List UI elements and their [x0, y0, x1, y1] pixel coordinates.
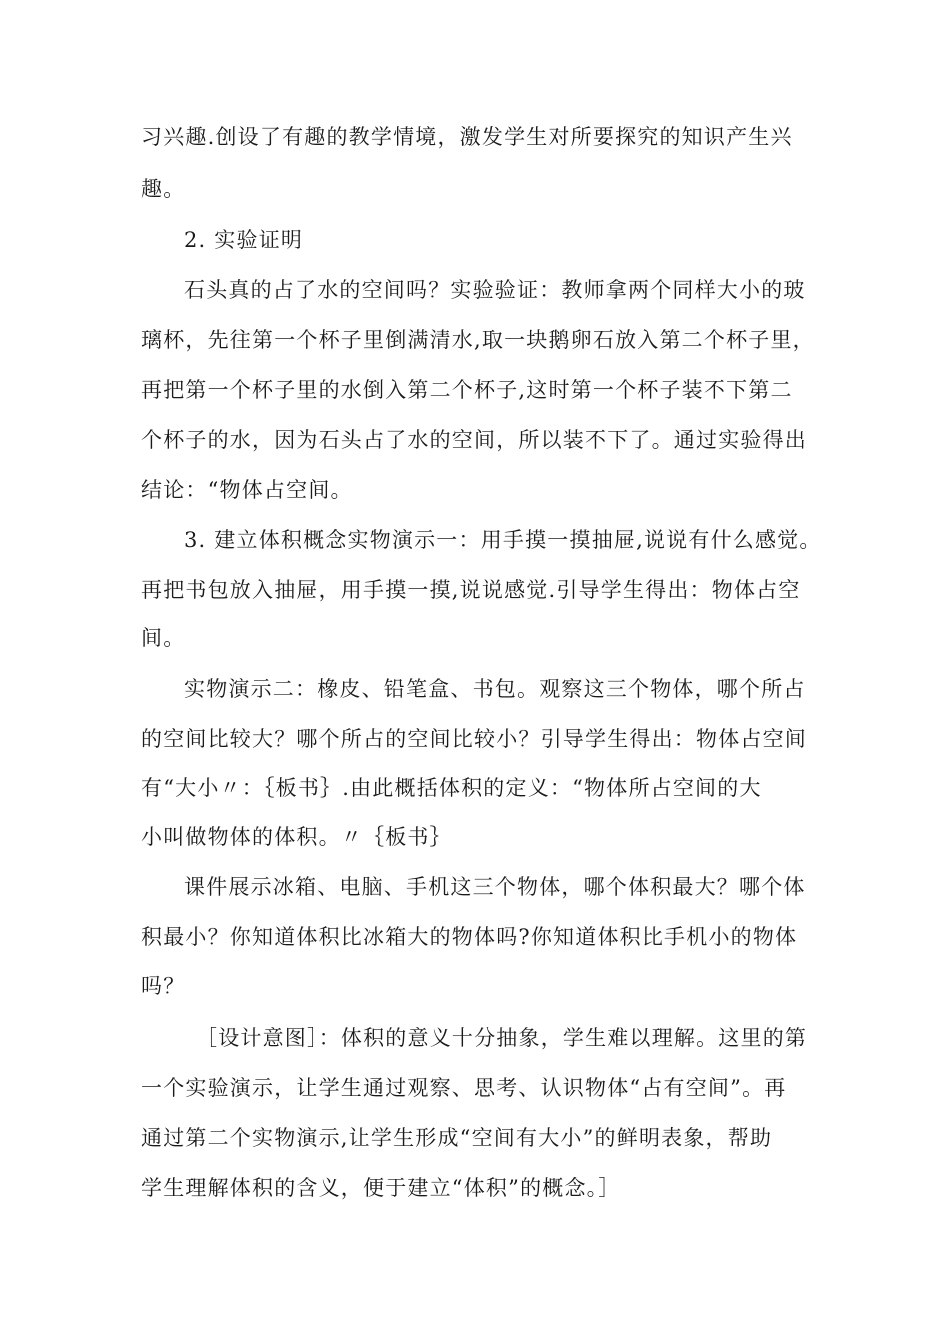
paragraph-line: 吗？ [141, 974, 186, 998]
paragraph-line: 璃杯，先往第一个杯子里倒满清水,取一块鹅卵石放入第二个杯子里， [141, 328, 815, 352]
design-intent-line: ［设计意图］：体积的意义十分抽象，学生难以理解。这里的第 [196, 1026, 808, 1050]
design-intent-line: 一个实验演示，让学生通过观察、思考、认识物体“占有空间”。再 [141, 1076, 787, 1100]
design-intent-line: 学生理解体积的含义，便于建立“体积”的概念。］ [141, 1176, 621, 1200]
design-intent-line: 通过第二个实物演示,让学生形成“空间有大小”的鲜明表象，帮助 [141, 1126, 773, 1150]
text-line: 趣。 [141, 177, 186, 201]
paragraph-line: 课件展示冰箱、电脑、手机这三个物体，哪个体积最大？哪个体 [184, 875, 806, 899]
paragraph-line: 有“大小〃：｛板书｝.由此概括体积的定义：“物体所占空间的大 [141, 776, 762, 800]
paragraph-line: 的空间比较大？哪个所占的空间比较小？引导学生得出：物体占空间 [141, 727, 807, 751]
paragraph-line: 石头真的占了水的空间吗？实验验证：教师拿两个同样大小的玻 [184, 278, 806, 302]
paragraph-line: 再把第一个杯子里的水倒入第二个杯子,这时第一个杯子装不下第二 [141, 378, 793, 402]
text-line-continuation: 习兴趣.创设了有趣的教学情境，激发学生对所要探究的知识产生兴 [141, 125, 793, 149]
paragraph-line: 个杯子的水，因为石头占了水的空间，所以装不下了。通过实验得出 [141, 428, 807, 452]
paragraph-line: 间。 [141, 626, 186, 650]
paragraph-line: 再把书包放入抽屉，用手摸一摸,说说感觉.引导学生得出：物体占空 [141, 578, 801, 602]
section-heading-volume-concept: 3. 建立体积概念实物演示一：用手摸一摸抽屉,说说有什么感觉。 [184, 528, 822, 552]
paragraph-line: 实物演示二：橡皮、铅笔盒、书包。观察这三个物体，哪个所占 [184, 677, 806, 701]
paragraph-line: 小叫做物体的体积。〃｛板书｝ [141, 825, 452, 849]
section-heading-experiment: 2. 实验证明 [184, 228, 304, 252]
paragraph-line: 结论：“物体占空间。 [141, 478, 353, 502]
paragraph-line: 积最小？你知道体积比冰箱大的物体吗?你知道体积比手机小的物体 [141, 925, 798, 949]
